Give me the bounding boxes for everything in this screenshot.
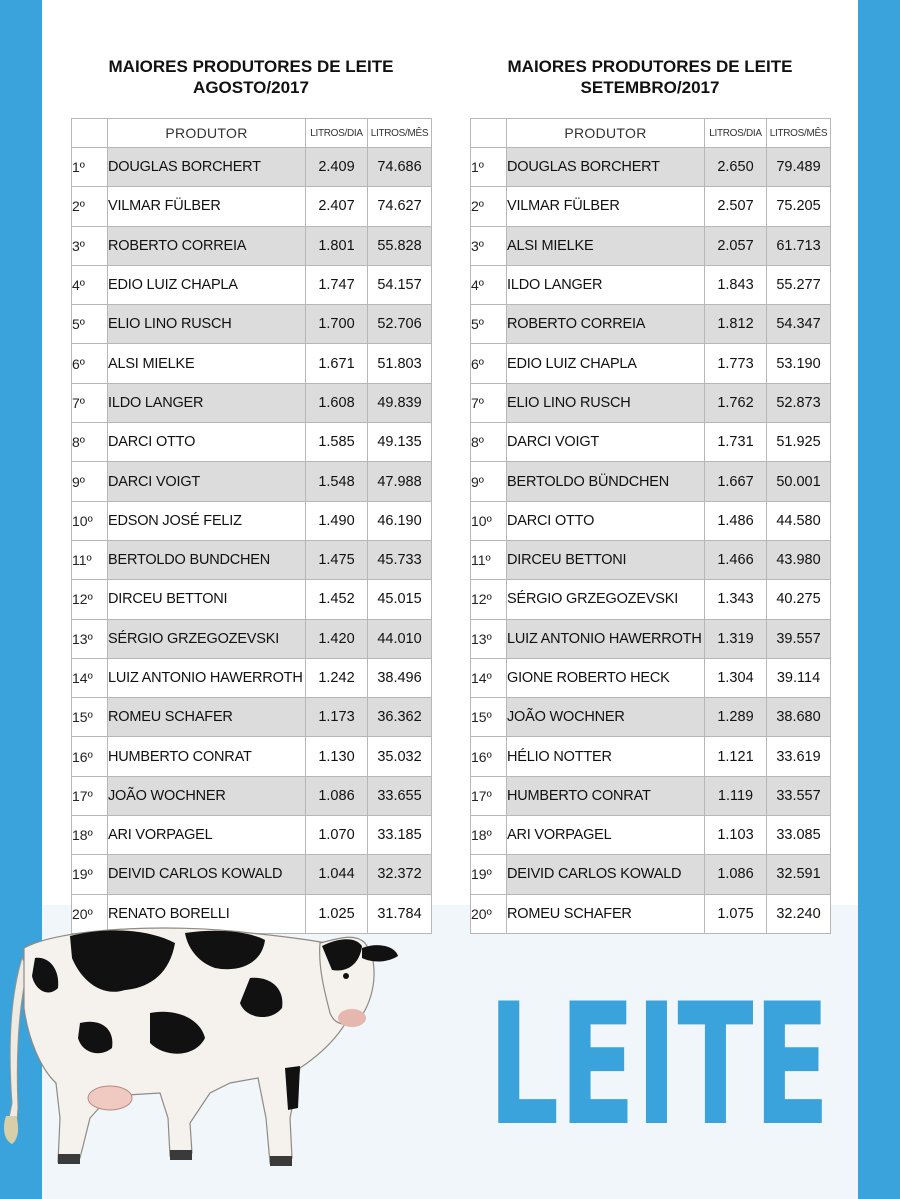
liters-month-cell: 33.185 [368, 816, 432, 855]
rank-header [471, 119, 507, 148]
table-row [471, 265, 831, 304]
rank-cell: 12º [72, 580, 108, 619]
table-row [72, 501, 432, 540]
rank-cell: 3º [471, 226, 507, 265]
liters-month-cell: 79.489 [767, 148, 831, 187]
table-row [471, 423, 831, 462]
table-header-row [72, 119, 432, 148]
liters-day-cell: 1.103 [705, 816, 767, 855]
liters-month-cell: 44.580 [767, 501, 831, 540]
liters-month-cell: 55.277 [767, 265, 831, 304]
liters-day-cell: 1.843 [705, 265, 767, 304]
liters-month-cell: 46.190 [368, 501, 432, 540]
producer-name-cell: ROMEU SCHAFER [507, 894, 705, 933]
rank-cell: 1º [471, 148, 507, 187]
rank-cell: 16º [471, 737, 507, 776]
rank-cell: 14º [471, 658, 507, 697]
table-row [72, 580, 432, 619]
liters-month-cell: 33.085 [767, 816, 831, 855]
rank-cell: 8º [72, 423, 108, 462]
table-row [471, 855, 831, 894]
rank-cell: 9º [471, 462, 507, 501]
liters-day-cell: 1.475 [306, 540, 368, 579]
producer-name-cell: SÉRGIO GRZEGOZEVSKI [108, 619, 306, 658]
leite-wordmark [487, 993, 832, 1125]
liters-month-cell: 38.680 [767, 698, 831, 737]
table-row [471, 737, 831, 776]
rank-cell: 18º [72, 816, 108, 855]
rank-cell: 14º [72, 658, 108, 697]
rank-cell: 6º [471, 344, 507, 383]
liters-month-header: LITROS/MÊS [767, 119, 831, 148]
table-row [72, 383, 432, 422]
rank-cell: 11º [471, 540, 507, 579]
liters-day-cell: 1.747 [306, 265, 368, 304]
liters-day-cell: 1.608 [306, 383, 368, 422]
rank-cell: 8º [471, 423, 507, 462]
table-row [72, 698, 432, 737]
rank-cell: 4º [471, 265, 507, 304]
liters-day-cell: 1.452 [306, 580, 368, 619]
august-ranking-table [71, 118, 432, 934]
liters-day-cell: 1.801 [306, 226, 368, 265]
liters-day-cell: 1.667 [705, 462, 767, 501]
table-row [471, 698, 831, 737]
producer-name-cell: EDIO LUIZ CHAPLA [108, 265, 306, 304]
liters-day-cell: 2.409 [306, 148, 368, 187]
table-row [471, 383, 831, 422]
liters-month-cell: 47.988 [368, 462, 432, 501]
liters-month-cell: 44.010 [368, 619, 432, 658]
liters-month-cell: 49.839 [368, 383, 432, 422]
table-row [72, 540, 432, 579]
september-title-line1: MAIORES PRODUTORES DE LEITE [507, 57, 793, 76]
producer-name-cell: ARI VORPAGEL [507, 816, 705, 855]
producer-name-cell: ILDO LANGER [507, 265, 705, 304]
table-row [471, 462, 831, 501]
rank-cell: 15º [471, 698, 507, 737]
rank-cell: 17º [471, 776, 507, 815]
liters-day-cell: 1.585 [306, 423, 368, 462]
producer-name-cell: ARI VORPAGEL [108, 816, 306, 855]
liters-month-cell: 75.205 [767, 187, 831, 226]
table-row [471, 816, 831, 855]
table-row [471, 344, 831, 383]
producer-name-cell: JOÃO WOCHNER [507, 698, 705, 737]
producer-name-cell: ALSI MIELKE [108, 344, 306, 383]
cow-icon [0, 918, 400, 1180]
rank-cell: 10º [72, 501, 108, 540]
producer-name-cell: DOUGLAS BORCHERT [507, 148, 705, 187]
producer-name-cell: SÉRGIO GRZEGOZEVSKI [507, 580, 705, 619]
producer-name-cell: LUIZ ANTONIO HAWERROTH [507, 619, 705, 658]
liters-day-cell: 1.700 [306, 305, 368, 344]
liters-month-cell: 43.980 [767, 540, 831, 579]
rank-cell: 5º [72, 305, 108, 344]
producer-name-cell: ROMEU SCHAFER [108, 698, 306, 737]
rank-cell: 7º [471, 383, 507, 422]
liters-day-cell: 1.731 [705, 423, 767, 462]
table-row [72, 816, 432, 855]
liters-month-cell: 32.591 [767, 855, 831, 894]
producer-name-cell: DEIVID CARLOS KOWALD [108, 855, 306, 894]
liters-month-cell: 45.733 [368, 540, 432, 579]
producer-name-cell: DARCI OTTO [507, 501, 705, 540]
liters-day-cell: 1.044 [306, 855, 368, 894]
producer-name-cell: DARCI VOIGT [108, 462, 306, 501]
rank-cell: 1º [72, 148, 108, 187]
producer-name-cell: HÉLIO NOTTER [507, 737, 705, 776]
rank-cell: 17º [72, 776, 108, 815]
producer-name-cell: ROBERTO CORREIA [108, 226, 306, 265]
producer-name-cell: ALSI MIELKE [507, 226, 705, 265]
right-blue-border [858, 0, 900, 1199]
liters-month-cell: 54.347 [767, 305, 831, 344]
producer-header: PRODUTOR [108, 119, 306, 148]
liters-month-cell: 51.925 [767, 423, 831, 462]
table-row [72, 855, 432, 894]
table-row [72, 305, 432, 344]
rank-cell: 18º [471, 816, 507, 855]
liters-month-cell: 33.655 [368, 776, 432, 815]
liters-month-cell: 52.706 [368, 305, 432, 344]
producer-name-cell: BERTOLDO BUNDCHEN [108, 540, 306, 579]
liters-month-cell: 33.619 [767, 737, 831, 776]
rank-cell: 9º [72, 462, 108, 501]
producer-name-cell: HUMBERTO CONRAT [108, 737, 306, 776]
liters-day-cell: 1.773 [705, 344, 767, 383]
liters-day-cell: 1.130 [306, 737, 368, 776]
liters-month-cell: 61.713 [767, 226, 831, 265]
leite-wordmark-text: LEITE [488, 993, 830, 1125]
liters-month-cell: 54.157 [368, 265, 432, 304]
liters-month-cell: 49.135 [368, 423, 432, 462]
table-row [471, 619, 831, 658]
table-row [471, 540, 831, 579]
liters-month-cell: 39.114 [767, 658, 831, 697]
table-row [72, 226, 432, 265]
liters-day-cell: 1.548 [306, 462, 368, 501]
producer-name-cell: LUIZ ANTONIO HAWERROTH [108, 658, 306, 697]
producer-name-cell: EDSON JOSÉ FELIZ [108, 501, 306, 540]
liters-day-cell: 1.086 [705, 855, 767, 894]
liters-day-cell: 1.490 [306, 501, 368, 540]
producer-name-cell: RENATO BORELLI [108, 894, 306, 933]
table-row [72, 344, 432, 383]
liters-day-cell: 1.671 [306, 344, 368, 383]
rank-cell: 13º [72, 619, 108, 658]
table-row [72, 776, 432, 815]
liters-month-cell: 51.803 [368, 344, 432, 383]
rank-cell: 19º [72, 855, 108, 894]
september-title [470, 56, 830, 98]
producer-name-cell: EDIO LUIZ CHAPLA [507, 344, 705, 383]
august-title-line2: AGOSTO/2017 [193, 78, 309, 97]
liters-month-cell: 36.362 [368, 698, 432, 737]
liters-day-cell: 1.486 [705, 501, 767, 540]
liters-day-cell: 2.650 [705, 148, 767, 187]
rank-cell: 20º [72, 894, 108, 933]
table-row [72, 658, 432, 697]
rank-cell: 10º [471, 501, 507, 540]
producer-name-cell: ELIO LINO RUSCH [108, 305, 306, 344]
rank-cell: 20º [471, 894, 507, 933]
liters-month-cell: 32.240 [767, 894, 831, 933]
liters-day-cell: 1.025 [306, 894, 368, 933]
table-row [72, 619, 432, 658]
table-row [471, 501, 831, 540]
rank-cell: 12º [471, 580, 507, 619]
producer-name-cell: DIRCEU BETTONI [108, 580, 306, 619]
liters-day-cell: 1.304 [705, 658, 767, 697]
producer-name-cell: VILMAR FÜLBER [507, 187, 705, 226]
table-row [471, 148, 831, 187]
table-row [72, 265, 432, 304]
liters-day-cell: 2.507 [705, 187, 767, 226]
table-header-row [471, 119, 831, 148]
table-row [72, 737, 432, 776]
table-row [72, 462, 432, 501]
liters-day-cell: 1.173 [306, 698, 368, 737]
august-title [71, 56, 431, 98]
rank-cell: 2º [72, 187, 108, 226]
liters-month-cell: 40.275 [767, 580, 831, 619]
table-row [471, 658, 831, 697]
liters-month-cell: 33.557 [767, 776, 831, 815]
rank-cell: 13º [471, 619, 507, 658]
liters-day-cell: 2.407 [306, 187, 368, 226]
producer-name-cell: ELIO LINO RUSCH [507, 383, 705, 422]
liters-day-cell: 2.057 [705, 226, 767, 265]
rank-cell: 7º [72, 383, 108, 422]
producer-name-cell: ILDO LANGER [108, 383, 306, 422]
liters-day-cell: 1.420 [306, 619, 368, 658]
producer-header: PRODUTOR [507, 119, 705, 148]
producer-name-cell: HUMBERTO CONRAT [507, 776, 705, 815]
producer-name-cell: GIONE ROBERTO HECK [507, 658, 705, 697]
producer-name-cell: DARCI OTTO [108, 423, 306, 462]
liters-month-header: LITROS/MÊS [368, 119, 432, 148]
table-row [471, 226, 831, 265]
liters-day-header: LITROS/DIA [306, 119, 368, 148]
september-ranking-table [470, 118, 831, 934]
producer-name-cell: DIRCEU BETTONI [507, 540, 705, 579]
liters-month-cell: 55.828 [368, 226, 432, 265]
liters-day-cell: 1.121 [705, 737, 767, 776]
liters-day-cell: 1.343 [705, 580, 767, 619]
liters-day-cell: 1.812 [705, 305, 767, 344]
liters-day-cell: 1.319 [705, 619, 767, 658]
rank-cell: 15º [72, 698, 108, 737]
producer-name-cell: ROBERTO CORREIA [507, 305, 705, 344]
liters-month-cell: 50.001 [767, 462, 831, 501]
liters-month-cell: 32.372 [368, 855, 432, 894]
liters-day-cell: 1.086 [306, 776, 368, 815]
table-row [471, 894, 831, 933]
table-row [72, 423, 432, 462]
liters-day-cell: 1.070 [306, 816, 368, 855]
liters-month-cell: 39.557 [767, 619, 831, 658]
rank-header [72, 119, 108, 148]
liters-day-cell: 1.075 [705, 894, 767, 933]
rank-cell: 3º [72, 226, 108, 265]
producer-name-cell: DARCI VOIGT [507, 423, 705, 462]
producer-name-cell: BERTOLDO BÜNDCHEN [507, 462, 705, 501]
liters-month-cell: 52.873 [767, 383, 831, 422]
liters-month-cell: 31.784 [368, 894, 432, 933]
rank-cell: 2º [471, 187, 507, 226]
rank-cell: 6º [72, 344, 108, 383]
liters-day-header: LITROS/DIA [705, 119, 767, 148]
liters-day-cell: 1.242 [306, 658, 368, 697]
table-row [471, 580, 831, 619]
liters-day-cell: 1.119 [705, 776, 767, 815]
table-row [471, 776, 831, 815]
producer-name-cell: JOÃO WOCHNER [108, 776, 306, 815]
liters-month-cell: 74.686 [368, 148, 432, 187]
table-row [471, 187, 831, 226]
liters-day-cell: 1.289 [705, 698, 767, 737]
liters-month-cell: 53.190 [767, 344, 831, 383]
liters-month-cell: 35.032 [368, 737, 432, 776]
producer-name-cell: DEIVID CARLOS KOWALD [507, 855, 705, 894]
august-title-line1: MAIORES PRODUTORES DE LEITE [108, 57, 394, 76]
liters-day-cell: 1.762 [705, 383, 767, 422]
liters-month-cell: 74.627 [368, 187, 432, 226]
liters-month-cell: 38.496 [368, 658, 432, 697]
rank-cell: 11º [72, 540, 108, 579]
rank-cell: 4º [72, 265, 108, 304]
rank-cell: 5º [471, 305, 507, 344]
liters-day-cell: 1.466 [705, 540, 767, 579]
producer-name-cell: DOUGLAS BORCHERT [108, 148, 306, 187]
september-title-line2: SETEMBRO/2017 [580, 78, 720, 97]
table-row [72, 148, 432, 187]
producer-name-cell: VILMAR FÜLBER [108, 187, 306, 226]
table-row [471, 305, 831, 344]
liters-month-cell: 45.015 [368, 580, 432, 619]
rank-cell: 19º [471, 855, 507, 894]
table-row [72, 187, 432, 226]
rank-cell: 16º [72, 737, 108, 776]
